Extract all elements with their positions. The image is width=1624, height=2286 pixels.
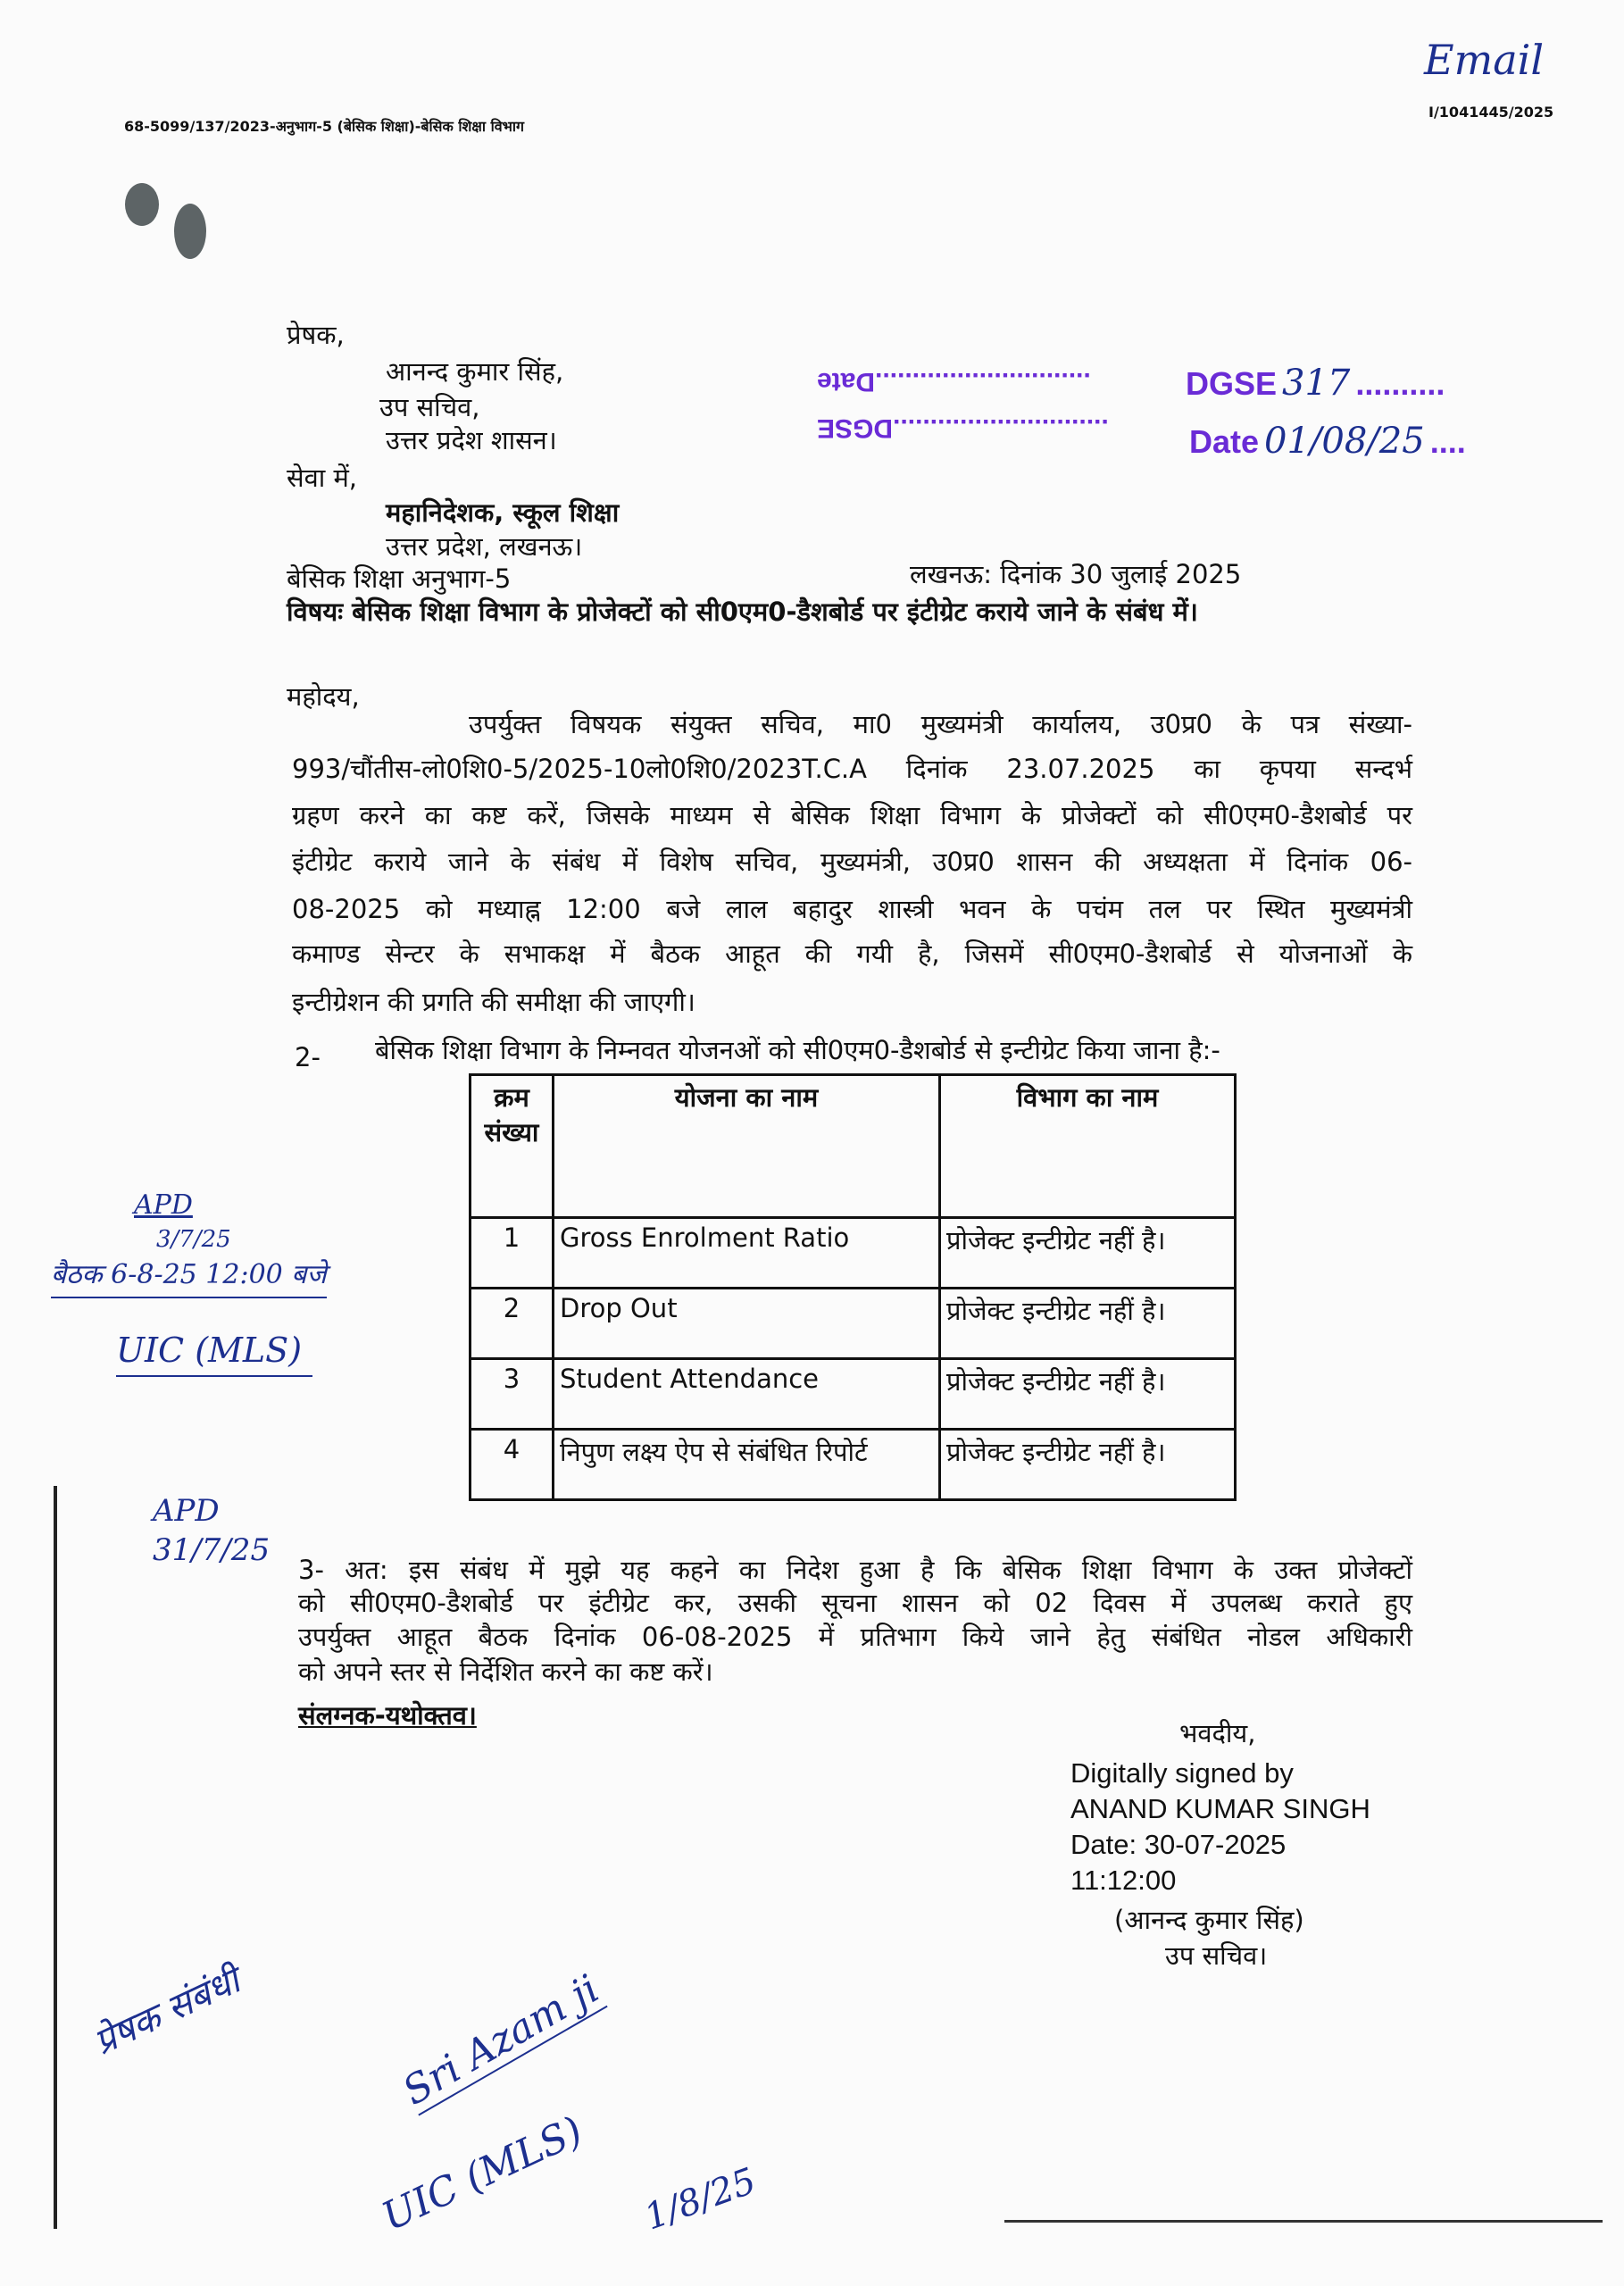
table-row: [471, 1289, 1236, 1359]
dgse-number: 317: [1282, 363, 1351, 404]
section-name: बेसिक शिक्षा अनुभाग-5: [287, 563, 512, 594]
col-serial: क्रम संख्या: [471, 1075, 554, 1218]
cell-status: प्रोजेक्ट इन्टीग्रेट नहीं है।: [940, 1430, 1236, 1500]
table-header-row: [471, 1075, 1236, 1218]
cell-scheme: Student Attendance: [554, 1359, 940, 1430]
mirrored-stamp-date: .............................Date: [817, 367, 1091, 396]
subject-line: विषयः बेसिक शिक्षा विभाग के प्रोजेक्टों को सी0एम0-डैशबोर्ड पर इंटीग्रेट कराये जाने के संबंध में।: [287, 597, 1198, 627]
enclosure-note: संलग्नक-यथोक्तव।: [298, 1700, 477, 1731]
signatory-designation: उप सचिव।: [1165, 1940, 1268, 1971]
handwritten-date-2: 31/7/25: [153, 1532, 271, 1568]
table-row: [471, 1359, 1236, 1430]
digital-sign-time: 11:12:00: [1070, 1865, 1177, 1896]
para3-line: उपर्युक्त आहूत बैठक दिनांक 06-08-2025 में प्रतिभाग किये जाने हेतु संबंधित नोडल अधिकारी: [298, 1622, 1412, 1652]
para1-line: कमाण्ड सेन्टर के सभाकक्ष में बैठक आहूत की गयी है, जिसमें सी0एम0-डैशबोर्ड से योजनाओं के: [292, 939, 1412, 969]
para3-line: 3- अत: इस संबंध में मुझे यह कहने का निदेश हुआ है कि बेसिक शिक्षा विभाग के उक्त प्रोजेक्टों: [298, 1555, 1412, 1585]
para1-line: ग्रहण करने का कष्ट करें, जिसके माध्यम से बेसिक शिक्षा विभाग के प्रोजेक्टों को सी0एम0-डैशबोर्ड पर: [292, 800, 1412, 830]
handwritten-email-note: Email: [1424, 36, 1545, 84]
handwritten-forward-note: प्रेषक संबंधी: [87, 1960, 246, 2064]
cell-scheme: Gross Enrolment Ratio: [554, 1218, 940, 1289]
recipient-label: सेवा में,: [287, 463, 358, 493]
col-scheme: योजना का नाम: [554, 1075, 940, 1218]
cell-serial: 2: [471, 1289, 554, 1359]
stamp-date-value: 01/08/25: [1264, 421, 1425, 462]
scan-edge-line: [54, 1486, 57, 2229]
para3-line: को सी0एम0-डैशबोर्ड पर इंटीग्रेट कर, उसकी सूचना शासन को 02 दिवस में उपलब्ध कराते हुए: [298, 1588, 1412, 1618]
cell-serial: 1: [471, 1218, 554, 1289]
para2-number: 2-: [295, 1042, 321, 1072]
recipient-designation: महानिदेशक, स्कूल शिक्षा: [386, 497, 620, 528]
para1-line: 08-2025 को मध्याह्न 12:00 बजे लाल बहादुर शास्त्री भवन के पचंम तल पर स्थित मुख्यमंत्री: [292, 894, 1412, 924]
letter-date: लखनऊ: दिनांक 30 जुलाई 2025: [910, 559, 1242, 589]
digital-signature-block: [1070, 1756, 1370, 1898]
schemes-table: [469, 1073, 1237, 1501]
scan-edge-line: [1004, 2220, 1603, 2223]
sender-office: उत्तर प्रदेश शासन।: [386, 425, 557, 455]
para3-line: को अपने स्तर से निर्देशित करने का कष्ट करें।: [298, 1656, 713, 1687]
dgse-stamp: DGSE 317 ..........: [1186, 363, 1445, 404]
col-department: विभाग का नाम: [940, 1075, 1236, 1218]
cell-status: प्रोजेक्ट इन्टीग्रेट नहीं है।: [940, 1359, 1236, 1430]
date-stamp: Date 01/08/25 ....: [1189, 421, 1466, 462]
mirrored-stamp-dgse: .............................DGSE: [817, 413, 1109, 443]
punch-hole: [125, 183, 159, 226]
signatory-name: (आनन्द कुमार सिंह): [1114, 1905, 1304, 1935]
cell-status: प्रोजेक्ट इन्टीग्रेट नहीं है।: [940, 1218, 1236, 1289]
sender-designation: उप सचिव,: [379, 392, 480, 422]
digital-sign-date: Date: 30-07-2025: [1070, 1829, 1287, 1860]
para1-line: इंटीग्रेट कराये जाने के संबंध में विशेष सचिव, मुख्यमंत्री, उ0प्र0 शासन की अध्यक्षता में दिनांक 06-: [292, 847, 1412, 877]
salutation: महोदय,: [287, 681, 360, 712]
para1-line: 993/चौंतीस-लो0शि0-5/2025-10लो0शि0/2023T.C.A दिनांक 23.07.2025 का कृपया सन्दर्भ: [292, 754, 1412, 784]
handwritten-uic-2: UIC (MLS): [375, 2107, 590, 2240]
handwritten-apd: APD: [134, 1189, 193, 1221]
handwritten-uic: UIC (MLS): [116, 1331, 312, 1377]
para2-text: बेसिक शिक्षा विभाग के निम्नवत योजनओं को सी0एम0-डैशबोर्ड से इन्टीग्रेट किया जाना है:-: [375, 1035, 1220, 1065]
sender-name: आनन्द कुमार सिंह,: [386, 356, 564, 387]
cell-scheme: Drop Out: [554, 1289, 940, 1359]
handwritten-date-3: 1/8/25: [639, 2160, 762, 2239]
cell-scheme: निपुण लक्ष्य ऐप से संबंधित रिपोर्ट: [554, 1430, 940, 1500]
para1-line: उपर्युक्त विषयक संयुक्त सचिव, मा0 मुख्यमंत्री कार्यालय, उ0प्र0 के पत्र संख्या-: [469, 709, 1412, 739]
digital-sign-name: ANAND KUMAR SINGH: [1070, 1793, 1370, 1824]
table-row: [471, 1430, 1236, 1500]
receipt-number: I/1041445/2025: [1428, 104, 1554, 121]
cell-serial: 3: [471, 1359, 554, 1430]
dgse-label: DGSE: [1186, 365, 1278, 402]
file-reference: 68-5099/137/2023-अनुभाग-5 (बेसिक शिक्षा)-बेसिक शिक्षा विभाग: [124, 118, 525, 135]
sender-label: प्रेषक,: [287, 320, 345, 350]
date-label: Date: [1189, 423, 1260, 460]
table-row: [471, 1218, 1236, 1289]
handwritten-assignee: Sri Azam ji: [395, 1965, 607, 2115]
digital-sign-line: Digitally signed by: [1070, 1757, 1294, 1789]
handwritten-date: 3/7/25: [156, 1226, 231, 1253]
cell-status: प्रोजेक्ट इन्टीग्रेट नहीं है।: [940, 1289, 1236, 1359]
handwritten-apd-2: APD: [153, 1493, 220, 1529]
para1-line: इन्टीग्रेशन की प्रगति की समीक्षा की जाएगी।: [292, 987, 695, 1017]
cell-serial: 4: [471, 1430, 554, 1500]
handwritten-meeting-note: बैठक 6-8-25 12:00 बजे: [51, 1259, 327, 1298]
closing: भवदीय,: [1179, 1718, 1256, 1748]
punch-hole: [174, 204, 206, 259]
recipient-place: उत्तर प्रदेश, लखनऊ।: [386, 531, 583, 562]
